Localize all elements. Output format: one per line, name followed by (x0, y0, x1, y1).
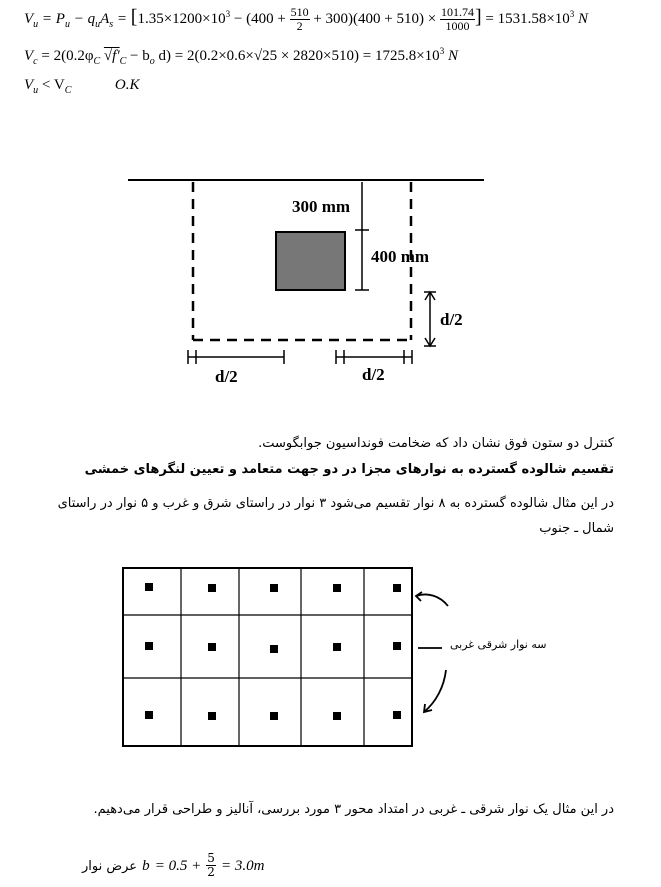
label-400mm: 400 mm (371, 247, 430, 266)
paragraph-strip-heading: تقسیم شالوده گسترده به نوارهای مجزا در دو جهت متعامد و تعیین لنگرهای خمشی (84, 462, 614, 477)
label-d2-left: d/2 (215, 367, 238, 386)
equation-vu: $V_u = P_u - q_uA_s = [1.35\times 1200\times 10^3 - (400$ + $\frac{510}{2}$ + 300)(400 + 510) × $\frac{101.74}{1000}$ ] = $1531.58\times 10^3$ N (24, 5, 589, 34)
strip-grid-diagram (0, 562, 661, 752)
equation-strip-width: عرض نوار b = 0.5 + $\frac{5}{2}$ = 3.0m (82, 851, 265, 879)
label-d2-right: d/2 (440, 310, 463, 329)
column-square (276, 232, 345, 290)
paragraph-strip-desc: در این مثال شالوده گسترده به ۸ نوار تقسیم می‌شود ۳ نوار در راستای شرق و غرب و ۵ نوار در راستای شمال ـ جنوب (57, 496, 614, 536)
label-d2-mid: d/2 (362, 365, 385, 384)
label-three-east-west-strips: سه نوار شرقی غربی (450, 638, 547, 651)
paragraph-check: کنترل دو ستون فوق نشان داد که ضخامت فونداسیون جوابگوست. (258, 436, 614, 451)
equation-check: $V_u < V_C$ O.K (24, 77, 140, 96)
paragraph-strip-analysis: در این مثال یک نوار شرقی ـ غربی در امتداد محور ۳ مورد بررسی، آنالیز و طراحی قرار می‌دهیم. (93, 802, 614, 817)
label-300mm: 300 mm (292, 197, 351, 216)
mat-outline (123, 568, 412, 746)
equation-vc: $V_c = 2(0.2\varphi_C$ $√f'_C - b_o$ $d) = 2(0.2\times 0.6\times√25 \times 2820\times 510) = 1725.8\times 10^3$ N (24, 46, 458, 67)
